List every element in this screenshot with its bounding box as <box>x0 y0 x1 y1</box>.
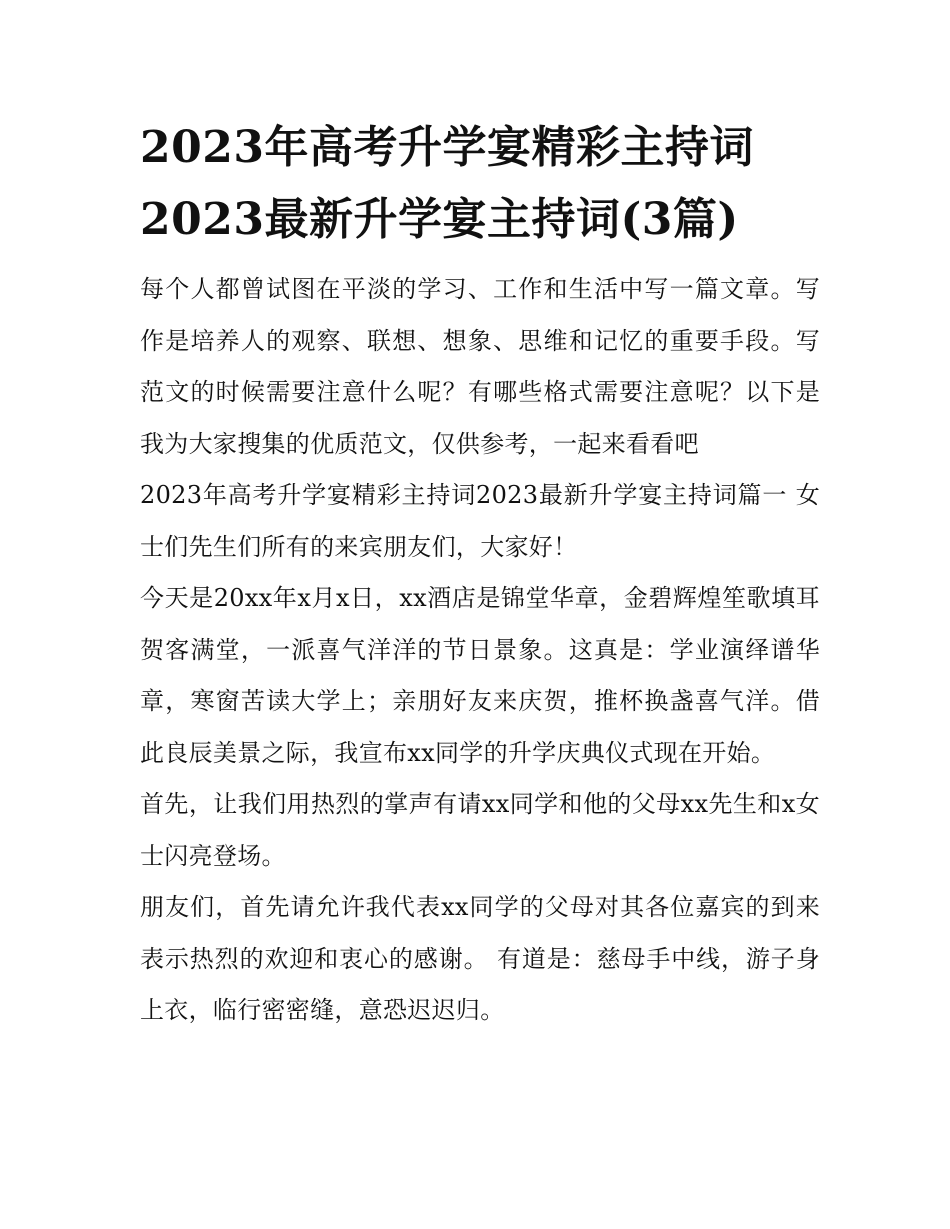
invitation-paragraph: 首先，让我们用热烈的掌声有请xx同学和他的父母xx先生和x女士闪亮登场。 <box>140 790 820 870</box>
intro-paragraph: 每个人都曾试图在平淡的学习、工作和生活中写一篇文章。写作是培养人的观察、联想、想象、思维和记忆的重要手段。写范文的时候需要注意什么呢？有哪些格式需要注意呢？以下是我为大家搜集的优质范文，仅供参考，一起来看看吧 <box>140 275 820 458</box>
greeting-paragraph: 2023年高考升学宴精彩主持词2023最新升学宴主持词篇一 女士们先生们所有的来宾朋友们，大家好！ <box>140 481 820 561</box>
thanks-paragraph: 朋友们，首先请允许我代表xx同学的父母对其各位嘉宾的到来表示热烈的欢迎和衷心的感谢。 有道是：慈母手中线，游子身上衣，临行密密缝，意恐迟迟归。 <box>140 893 820 1024</box>
title-line-2: 2023最新升学宴主持词(3篇) <box>140 194 739 245</box>
opening-paragraph: 今天是20xx年x月x日，xx酒店是锦堂华章，金碧辉煌笙歌填耳贺客满堂，一派喜气洋洋的节日景象。这真是：学业演绎谱华章，寒窗苦读大学上；亲朋好友来庆贺，推杯换盏喜气洋。借此良辰美景之际，我宣布xx同学的升学庆典仪式现在开始。 <box>140 584 820 767</box>
title-line-1: 2023年高考升学宴精彩主持词 <box>140 122 754 173</box>
document-content <box>140 112 820 1037</box>
document-title <box>140 112 820 256</box>
